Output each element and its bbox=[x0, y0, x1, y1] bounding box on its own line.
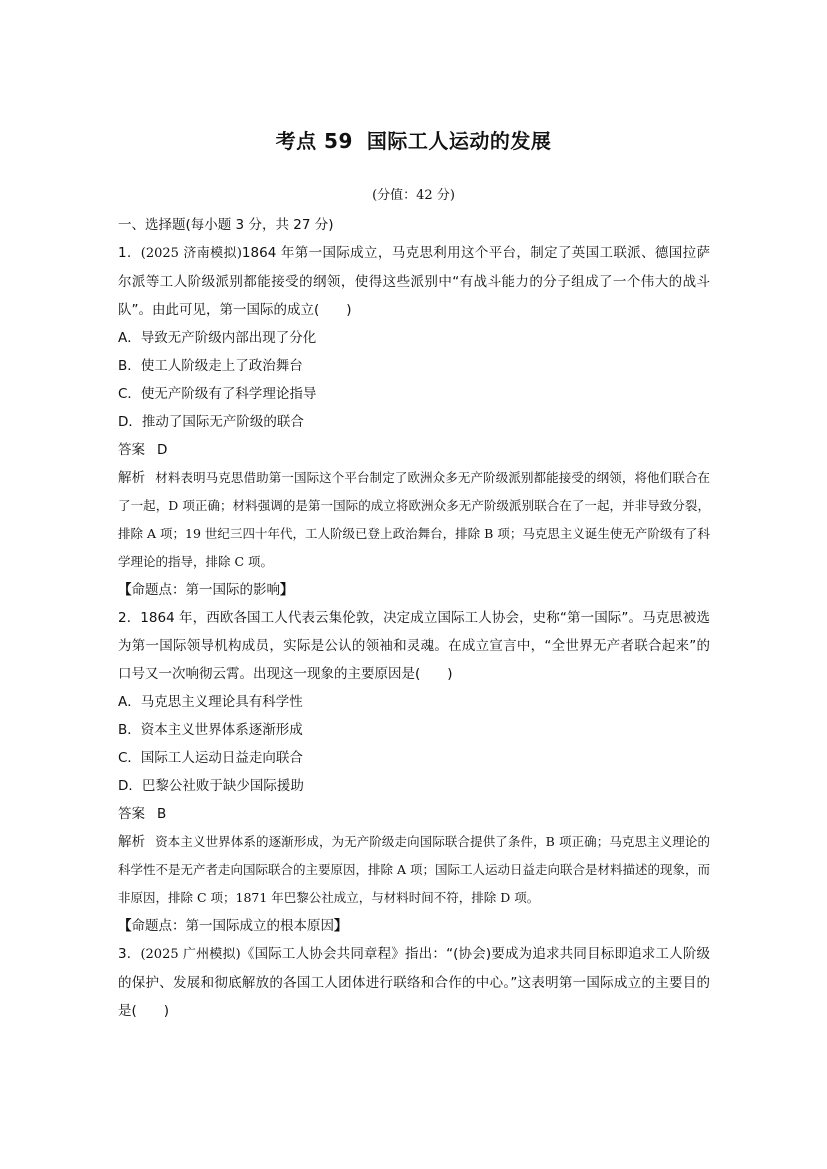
question-1 bbox=[118, 239, 710, 324]
bracket-open: 【 bbox=[118, 918, 132, 934]
explanation-label: 解析 bbox=[118, 470, 146, 486]
explanation-text: 资本主义世界体系的逐渐形成，为无产阶级走向国际联合提供了条件，B 项正确；马克思主义理论的科学性不是无产者走向国际联合的主要原因，排除 A 项；国际工人运动日益走向联合是材料描述的现象，而非原因，排除 C 项；1871 年巴黎公社成立，与材料时间不符，排除 D 项。 bbox=[118, 834, 710, 905]
answer-line bbox=[118, 436, 710, 464]
score-note: (分值：42 分) bbox=[372, 188, 455, 203]
proposition-point bbox=[118, 576, 710, 604]
point-text: 命题点：第一国际的影响 bbox=[131, 582, 280, 598]
explanation-text: 材料表明马克思借助第一国际这个平台制定了欧洲众多无产阶级派别都能接受的纲领，将他们联合在了一起，D 项正确；材料强调的是第一国际的成立将欧洲众多无产阶级派别联合在了一起，并非导致分裂，排除 A 项；19 世纪三四十年代，工人阶级已登上政治舞台，排除 B 项；马克思主义诞生使无产阶级有了科学理论的指导，排除 C 项。 bbox=[118, 470, 710, 569]
point-text: 命题点：第一国际成立的根本原因 bbox=[131, 918, 334, 934]
option-a: A．导致无产阶级内部出现了分化 bbox=[118, 330, 317, 346]
question-source: (2025 济南模拟) bbox=[140, 246, 242, 261]
proposition-point bbox=[118, 912, 710, 940]
title-prefix: 考点 59 bbox=[275, 129, 353, 153]
page-title bbox=[0, 127, 827, 155]
question-stem: 1864 年第一国际成立，马克思利用这个平台，制定了英国工联派、德国拉萨尔派等工人阶级派别都能接受的纲领，使得这些派别中“有战斗能力的分子组成了一个伟大的战斗队”。由此可见，第一国际的成立( ) bbox=[118, 245, 710, 318]
answer-line bbox=[118, 800, 710, 828]
bracket-close: 】 bbox=[280, 582, 294, 598]
question-stem: 1864 年，西欧各国工人代表云集伦敦，决定成立国际工人协会，史称“第一国际”。马克思被选为第一国际领导机构成员，实际是公认的领袖和灵魂。在成立宣言中，“全世界无产者联合起来”的口号又一次响彻云霄。出现这一现象的主要原因是( ) bbox=[118, 610, 710, 682]
question-number: 2． bbox=[118, 610, 141, 626]
option-c: C．国际工人运动日益走向联合 bbox=[118, 750, 303, 766]
explanation bbox=[118, 464, 710, 576]
question-number: 3． bbox=[118, 946, 141, 962]
content bbox=[118, 211, 710, 1025]
answer-label: 答案 bbox=[118, 442, 145, 458]
option-b: B．使工人阶级走上了政治舞台 bbox=[118, 358, 303, 374]
question-2 bbox=[118, 604, 710, 688]
answer-value: D bbox=[157, 442, 168, 458]
bracket-open: 【 bbox=[118, 582, 132, 598]
question-3 bbox=[118, 940, 710, 1025]
question-source: (2025 广州模拟) bbox=[140, 947, 241, 962]
section-heading: 一、选择题(每小题 3 分，共 27 分) bbox=[118, 217, 334, 233]
option-d: D．推动了国际无产阶级的联合 bbox=[118, 414, 304, 430]
bracket-close: 】 bbox=[334, 918, 348, 934]
option-d: D．巴黎公社败于缺少国际援助 bbox=[118, 778, 304, 794]
option-c: C．使无产阶级有了科学理论指导 bbox=[118, 386, 317, 402]
option-a: A．马克思主义理论具有科学性 bbox=[118, 694, 303, 710]
question-stem: 《国际工人协会共同章程》指出：“(协会)要成为追求共同目标即追求工人阶级的保护、发展和彻底解放的各国工人团体进行联络和合作的中心。”这表明第一国际成立的主要目的是( ) bbox=[118, 946, 710, 1019]
question-number: 1． bbox=[118, 245, 141, 261]
answer-label: 答案 bbox=[118, 806, 145, 822]
title-text: 国际工人运动的发展 bbox=[366, 129, 552, 153]
option-b: B．资本主义世界体系逐渐形成 bbox=[118, 722, 303, 738]
explanation bbox=[118, 828, 710, 912]
explanation-label: 解析 bbox=[118, 834, 146, 850]
answer-value: B bbox=[157, 806, 167, 822]
